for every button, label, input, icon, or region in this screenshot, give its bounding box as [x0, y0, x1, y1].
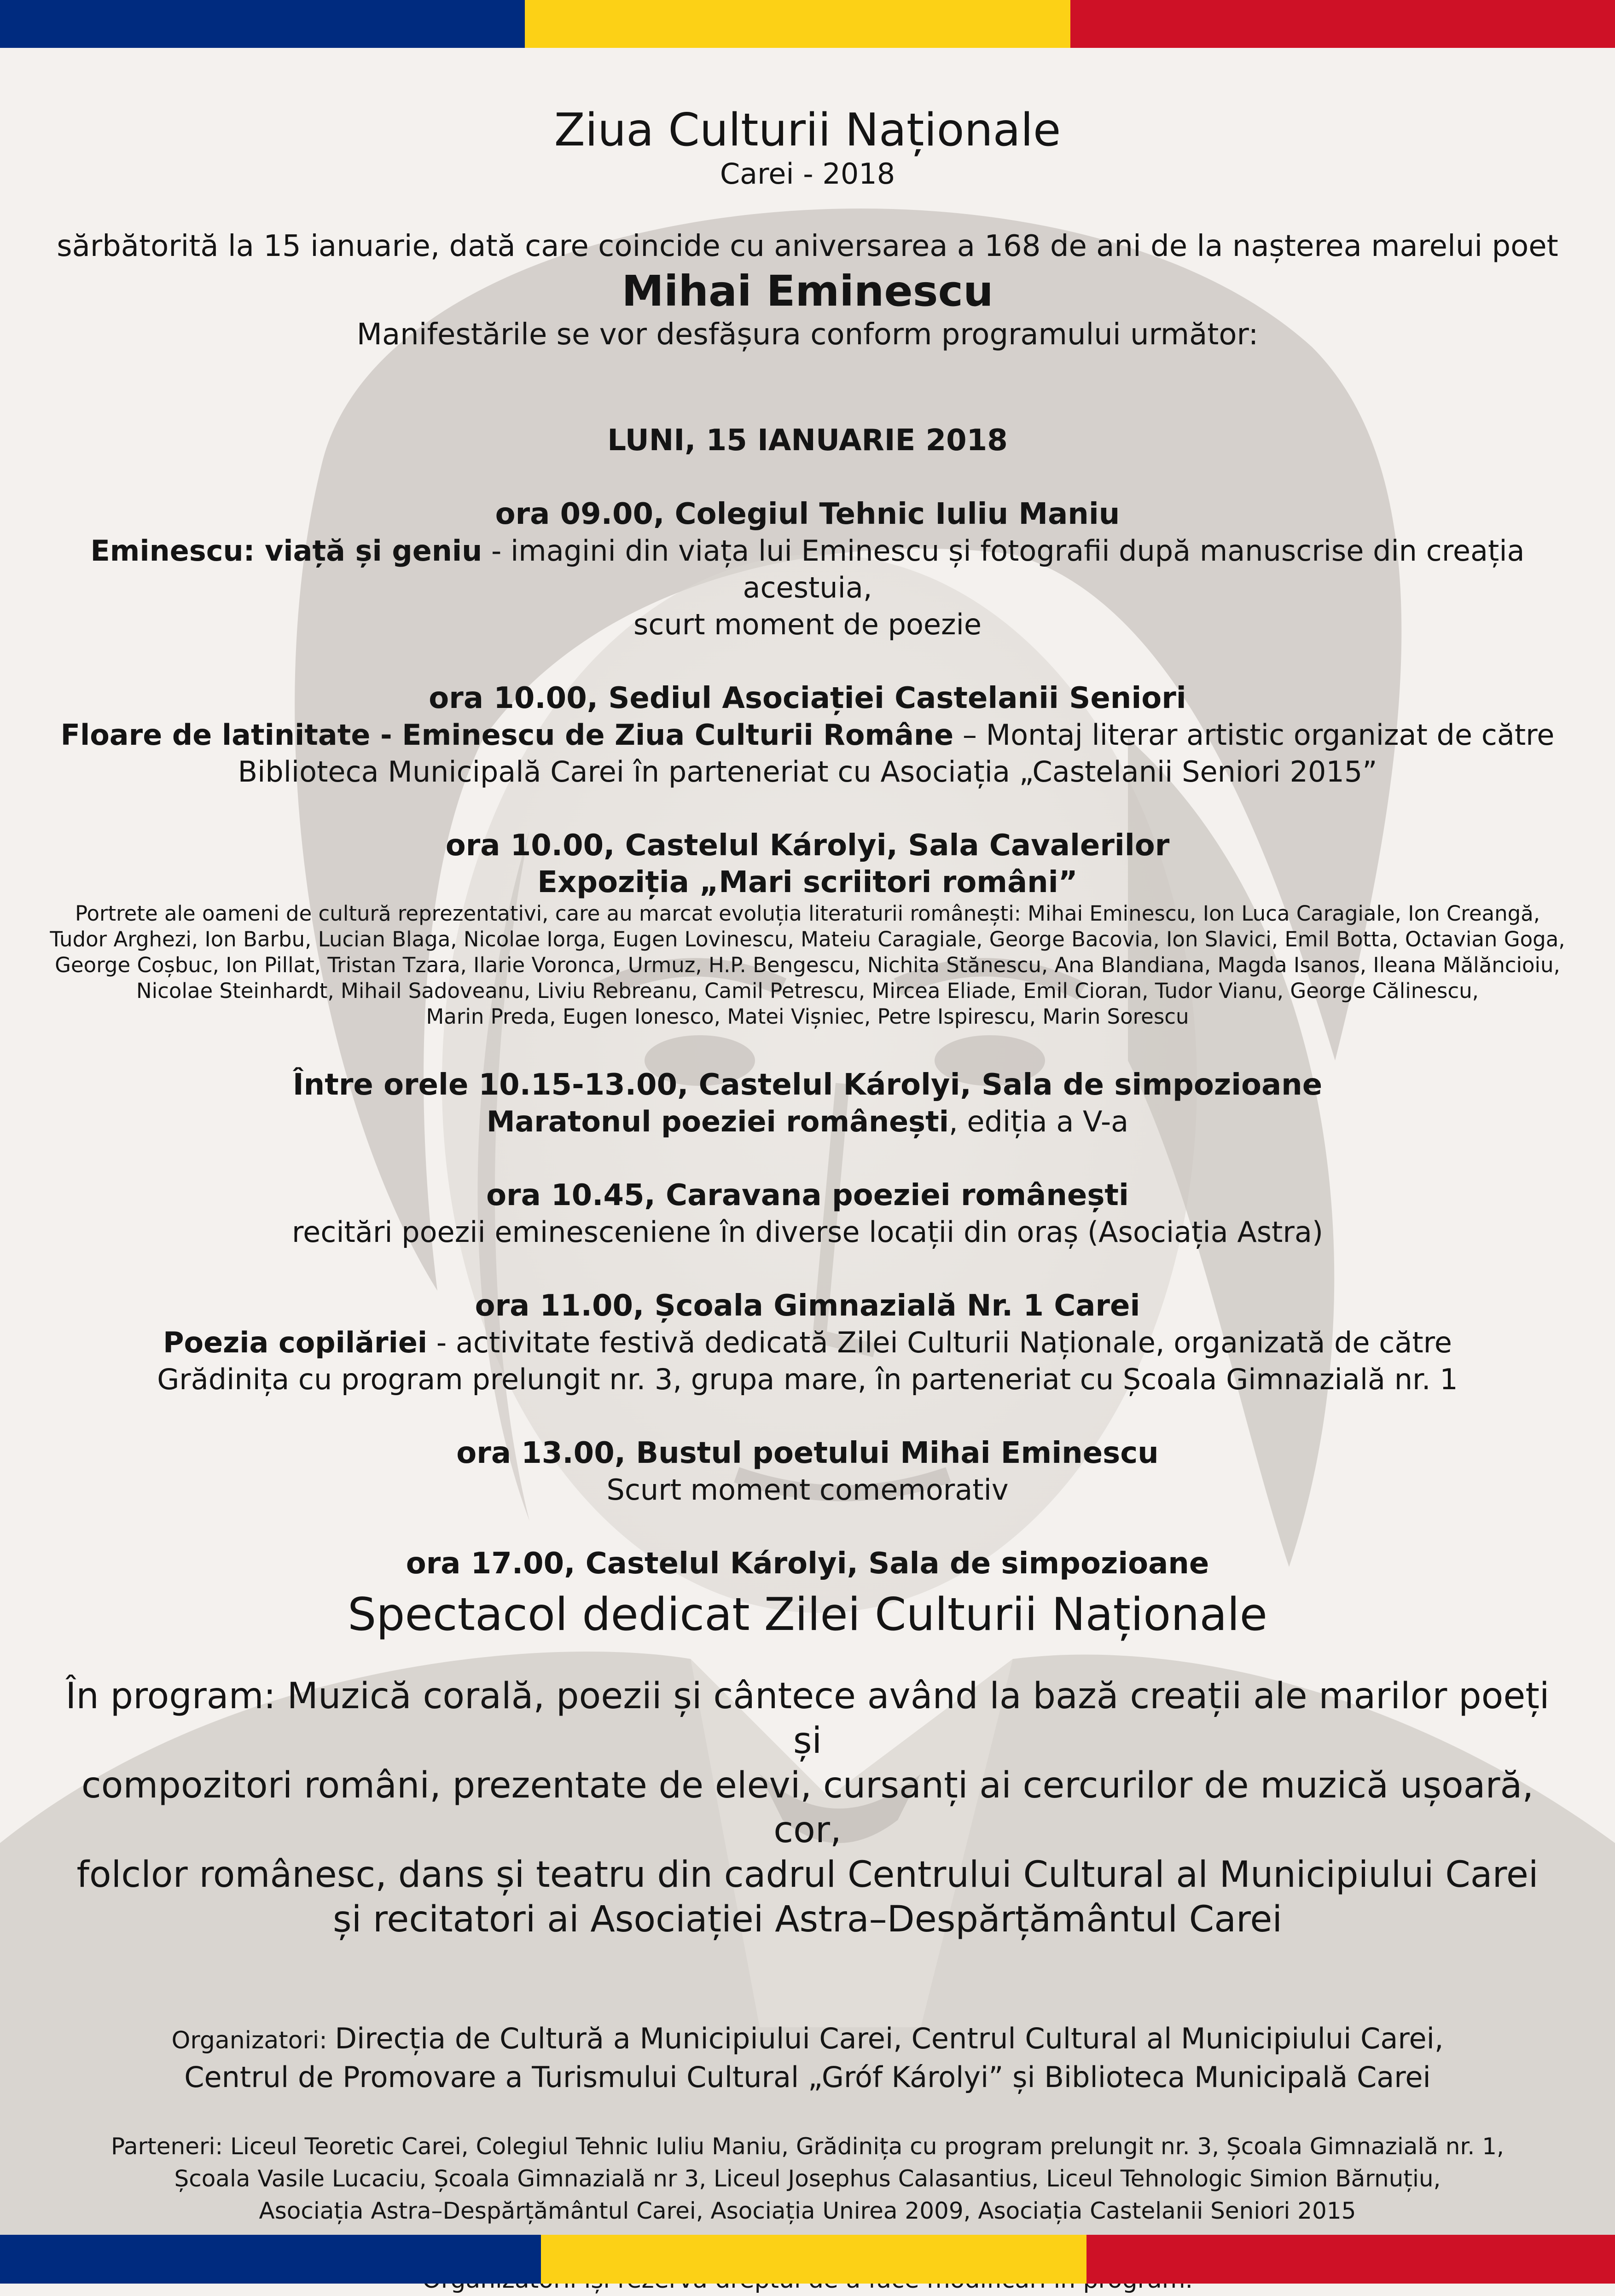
partners-line: Asociația Astra–Despărțământul Carei, Asociația Unirea 2009, Asociația Castelanii Seniori 2015: [259, 2197, 1356, 2224]
organizers-text: Direcția de Cultură a Municipiului Carei, Centrul Cultural al Municipiului Carei,: [335, 2022, 1444, 2055]
event-description-line: Grădinița cu program prelungit nr. 3, grupa mare, în parteneriat cu Școala Gimnazială nr. 1: [157, 1363, 1458, 1396]
program-line: compozitori români, prezentate de elevi, cursanți ai cercurilor de muzică ușoară, cor,: [81, 1765, 1534, 1851]
lead-text: Manifestările se vor desfășura conform programului următor:: [356, 318, 1259, 352]
event-title: Poezia copilăriei: [163, 1326, 428, 1359]
event-1100: [46, 1287, 1569, 1398]
event-heading: ora 10.45, Caravana poeziei românești: [486, 1178, 1129, 1212]
show-title: Spectacol dedicat Zilei Culturii Naționale: [348, 1589, 1267, 1641]
event-heading: ora 09.00, Colegiul Tehnic Iuliu Maniu: [495, 497, 1120, 531]
writers-list-line: George Coșbuc, Ion Pillat, Tristan Tzara, Ilarie Voronca, Urmuz, H.P. Bengescu, Nichita Stănescu, Ana Blandiana, Magda Isanos, Ileana Mălăncioiu,: [55, 953, 1560, 977]
flag-stripe-yellow: [525, 0, 1070, 48]
organizers-line: [46, 2020, 1569, 2059]
partners-line: Parteneri: Liceul Teoretic Carei, Colegiul Tehnic Iuliu Maniu, Grădinița cu program prelungit nr. 3, Școala Gimnazială nr. 1,: [111, 2133, 1504, 2160]
event-description: [46, 1324, 1569, 1361]
writers-list-line: Nicolae Steinhardt, Mihail Sadoveanu, Liviu Rebreanu, Camil Petrescu, Mircea Eliade, Emil Cioran, Tudor Vianu, George Călinescu,: [136, 979, 1479, 1003]
event-description: [46, 533, 1569, 606]
event-text: , ediția a V-a: [948, 1105, 1129, 1138]
writers-list-line: Portrete ale oameni de cultură reprezentativi, care au marcat evoluția literaturii românești: Mihai Eminescu, Ion Luca Caragiale, Ion Creangă,: [75, 901, 1540, 926]
event-text: – Montaj literar artistic organizat de către: [953, 718, 1555, 752]
event-date: LUNI, 15 IANUARIE 2018: [607, 423, 1008, 458]
show-program: [46, 1674, 1569, 1942]
poster-title: Ziua Culturii Naționale: [554, 104, 1061, 157]
event-description-line: Biblioteca Municipală Carei în parteneriat cu Asociația „Castelanii Seniori 2015”: [238, 755, 1377, 789]
event-description: [46, 717, 1569, 754]
partners: [46, 2130, 1569, 2227]
event-description-line: Scurt moment comemorativ: [606, 1473, 1009, 1507]
intro-text: sărbătorită la 15 ianuarie, dată care coincide cu aniversarea a 168 de ani de la nașterea marelui poet: [57, 229, 1558, 263]
writers-list-line: Tudor Arghezi, Ion Barbu, Lucian Blaga, Nicolae Iorga, Eugen Lovinescu, Mateiu Caragiale, George Bacovia, Ion Slavici, Emil Botta, Octavian Goga,: [50, 927, 1565, 951]
event-description-line: scurt moment de poezie: [633, 608, 982, 641]
event-1000-castelanii: [46, 680, 1569, 790]
exhibition-title: Expoziția „Mari scriitori români”: [537, 865, 1078, 899]
flag-stripe-red: [1086, 2235, 1615, 2284]
program-line: și recitatori ai Asociației Astra–Despărțământul Carei: [332, 1899, 1283, 1940]
organizers-line: Centrul de Promovare a Turismului Cultural „Gróf Károlyi” și Biblioteca Municipală Carei: [184, 2060, 1431, 2094]
flag-bottom: [0, 2235, 1615, 2284]
flag-stripe-blue: [0, 0, 525, 48]
event-title: Floare de latinitate - Eminescu de Ziua Culturii Române: [60, 718, 954, 752]
organizers: [46, 2020, 1569, 2096]
event-heading: ora 17.00, Castelul Károlyi, Sala de simpozioane: [406, 1547, 1209, 1581]
event-heading: ora 11.00, Școala Gimnazială Nr. 1 Carei: [475, 1289, 1140, 1323]
event-title: Eminescu: viață și geniu: [90, 534, 482, 568]
partners-line: Școala Vasile Lucaciu, Școala Gimnazială nr 3, Liceul Josephus Calasantius, Liceul Tehnologic Simion Bărnuțiu,: [174, 2165, 1441, 2192]
event-description-line: recitări poezii eminesceniene în diverse locații din oraș (Asociația Astra): [291, 1215, 1324, 1249]
event-heading: ora 10.00, Castelul Károlyi, Sala Cavalerilor: [445, 829, 1170, 863]
event-description: [46, 1103, 1569, 1140]
flag-stripe-blue: [0, 2235, 541, 2284]
event-1700-show: [46, 1545, 1569, 1942]
writers-list-line: Marin Preda, Eugen Ionesco, Matei Vișniec, Petre Ispirescu, Marin Sorescu: [426, 1004, 1189, 1029]
event-0900: [46, 496, 1569, 643]
flag-top: [0, 0, 1615, 48]
event-text: - activitate festivă dedicată Zilei Culturii Naționale, organizată de către: [427, 1326, 1452, 1359]
program-line: În program: Muzică corală, poezii și cântece având la bază creații ale marilor poeți și: [65, 1676, 1550, 1762]
event-1300: [46, 1435, 1569, 1508]
event-maraton: [46, 1067, 1569, 1140]
event-1000-expozitie: [46, 827, 1569, 1030]
program-line: folclor românesc, dans și teatru din cadrul Centrului Cultural al Municipiului Carei: [76, 1854, 1539, 1896]
event-heading: ora 13.00, Bustul poetului Mihai Eminescu: [456, 1436, 1159, 1470]
event-1045: [46, 1177, 1569, 1251]
event-text: - imagini din viața lui Eminescu și fotografii după manuscrise din creația acestuia,: [482, 534, 1525, 604]
event-heading: ora 10.00, Sediul Asociației Castelanii Seniori: [429, 681, 1186, 715]
organizers-label: Organizatori:: [171, 2027, 335, 2054]
flag-stripe-yellow: [541, 2235, 1086, 2284]
program-poster: [46, 104, 1569, 2296]
poet-name: Mihai Eminescu: [622, 267, 993, 316]
event-title: Maratonul poeziei românești: [486, 1105, 949, 1138]
event-heading: Între orele 10.15-13.00, Castelul Károlyi, Sala de simpozioane: [292, 1068, 1323, 1102]
flag-stripe-red: [1070, 0, 1615, 48]
poster-subtitle: Carei - 2018: [720, 157, 895, 191]
